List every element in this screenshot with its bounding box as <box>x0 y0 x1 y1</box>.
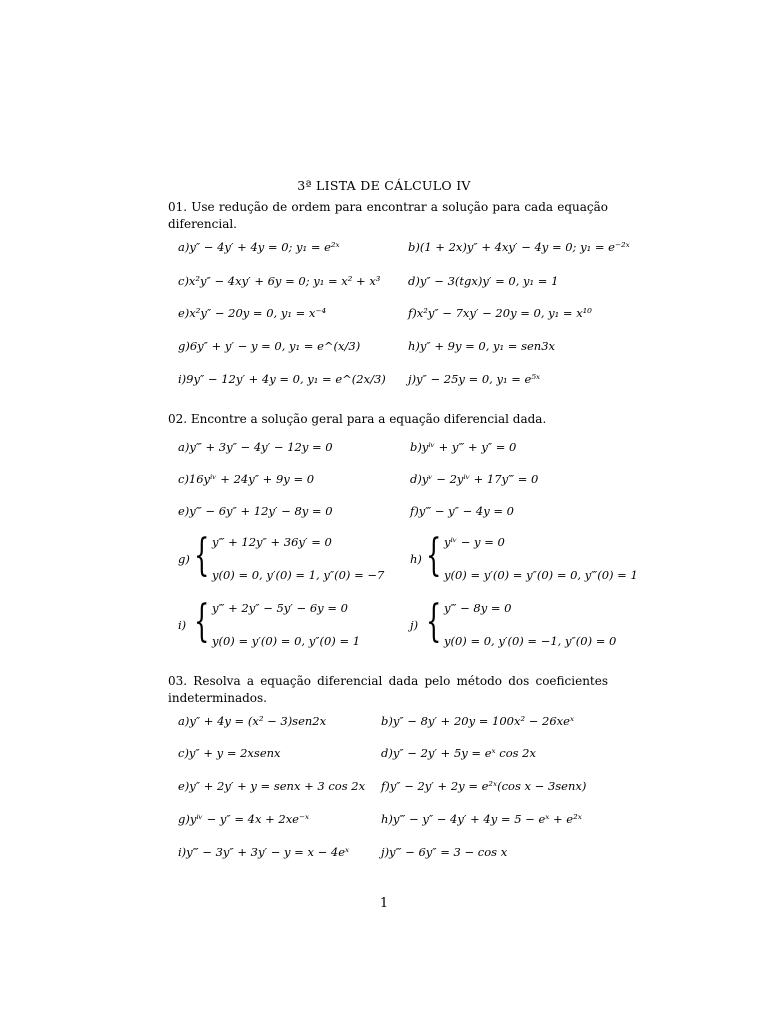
system-02-h <box>410 532 650 584</box>
system-line-2: y(0) = y′(0) = 0, y″(0) = 1 <box>212 634 361 648</box>
eq-03-f: f)y″ − 2y′ + 2y = e²ˣ(cos x − 3senx) <box>381 779 587 793</box>
eq-03-g: g)yⁱᵛ − y″ = 4x + 2xe⁻ˣ <box>178 812 310 826</box>
eq-01-h: h)y″ + 9y = 0, y₁ = sen3x <box>408 339 555 353</box>
eq-03-c: c)y″ + y = 2xsenx <box>178 746 281 760</box>
section-01-heading: 01. Use redução de ordem para encontrar a solução para cada equação diferencial. <box>168 200 608 231</box>
section-02-heading: 02. Encontre a solução geral para a equação diferencial dada. <box>168 412 547 426</box>
eq-01-i: i)9y″ − 12y′ + 4y = 0, y₁ = e^(2x/3) <box>178 372 386 386</box>
page-title: 3ª LISTA DE CÁLCULO IV <box>297 178 471 193</box>
system-label: j) <box>410 618 419 632</box>
eq-02-e: e)y‴ − 6y″ + 12y′ − 8y = 0 <box>178 504 333 518</box>
system-02-j <box>410 598 650 650</box>
eq-01-e: e)x²y″ − 20y = 0, y₁ = x⁻⁴ <box>178 306 327 320</box>
system-label: i) <box>178 618 187 632</box>
eq-02-a: a)y‴ + 3y″ − 4y′ − 12y = 0 <box>178 440 333 454</box>
eq-02-d: d)yᵛ − 2yⁱᵛ + 17y‴ = 0 <box>410 472 539 486</box>
system-line-2: y(0) = 0, y′(0) = 1, y″(0) = −7 <box>212 568 385 582</box>
system-line-1: yⁱᵛ − y = 0 <box>444 535 505 549</box>
eq-03-d: d)y″ − 2y′ + 5y = eˣ cos 2x <box>381 746 536 760</box>
eq-02-c: c)16yⁱᵛ + 24y″ + 9y = 0 <box>178 472 315 486</box>
eq-01-g: g)6y″ + y′ − y = 0, y₁ = e^(x/3) <box>178 339 361 353</box>
eq-01-b: b)(1 + 2x)y″ + 4xy′ − 4y = 0; y₁ = e⁻²ˣ <box>408 240 630 254</box>
system-02-g <box>178 532 398 584</box>
eq-01-c: c)x²y″ − 4xy′ + 6y = 0; y₁ = x² + x³ <box>178 274 381 288</box>
eq-03-j: j)y‴ − 6y″ = 3 − cos x <box>381 845 508 859</box>
system-line-2: y(0) = 0, y′(0) = −1, y″(0) = 0 <box>444 634 617 648</box>
eq-02-b: b)yⁱᵛ + y‴ + y″ = 0 <box>410 440 517 454</box>
eq-02-f: f)y‴ − y″ − 4y = 0 <box>410 504 514 518</box>
eq-03-h: h)y‴ − y″ − 4y′ + 4y = 5 − eˣ + e²ˣ <box>381 812 582 826</box>
section-03-heading: 03. Resolva a equação diferencial dada pelo método dos coeficientes indeterminados. <box>168 674 608 705</box>
eq-01-f: f)x²y″ − 7xy′ − 20y = 0, y₁ = x¹⁰ <box>408 306 592 320</box>
eq-03-b: b)y″ − 8y′ + 20y = 100x² − 26xeˣ <box>381 714 575 728</box>
brace-symbol: { <box>426 596 442 647</box>
brace-symbol: { <box>194 596 210 647</box>
eq-03-i: i)y‴ − 3y″ + 3y′ − y = x − 4eˣ <box>178 845 350 859</box>
eq-01-d: d)y″ − 3(tgx)y′ = 0, y₁ = 1 <box>408 274 559 288</box>
brace-symbol: { <box>194 530 210 581</box>
eq-03-e: e)y″ + 2y′ + y = senx + 3 cos 2x <box>178 779 366 793</box>
eq-01-j: j)y″ − 25y = 0, y₁ = e⁵ˣ <box>408 372 541 386</box>
system-label: g) <box>178 552 190 566</box>
system-02-i <box>178 598 398 650</box>
eq-01-a: a)y″ − 4y′ + 4y = 0; y₁ = e²ˣ <box>178 240 340 254</box>
system-label: h) <box>410 552 422 566</box>
system-line-1: y‴ − 8y = 0 <box>444 601 512 615</box>
page-number: 1 <box>379 896 389 911</box>
brace-symbol: { <box>426 530 442 581</box>
eq-03-a: a)y″ + 4y = (x² − 3)sen2x <box>178 714 327 728</box>
system-line-1: y‴ + 12y″ + 36y′ = 0 <box>212 535 332 549</box>
system-line-2: y(0) = y′(0) = y″(0) = 0, y‴(0) = 1 <box>444 568 638 582</box>
system-line-1: y‴ + 2y″ − 5y′ − 6y = 0 <box>212 601 348 615</box>
